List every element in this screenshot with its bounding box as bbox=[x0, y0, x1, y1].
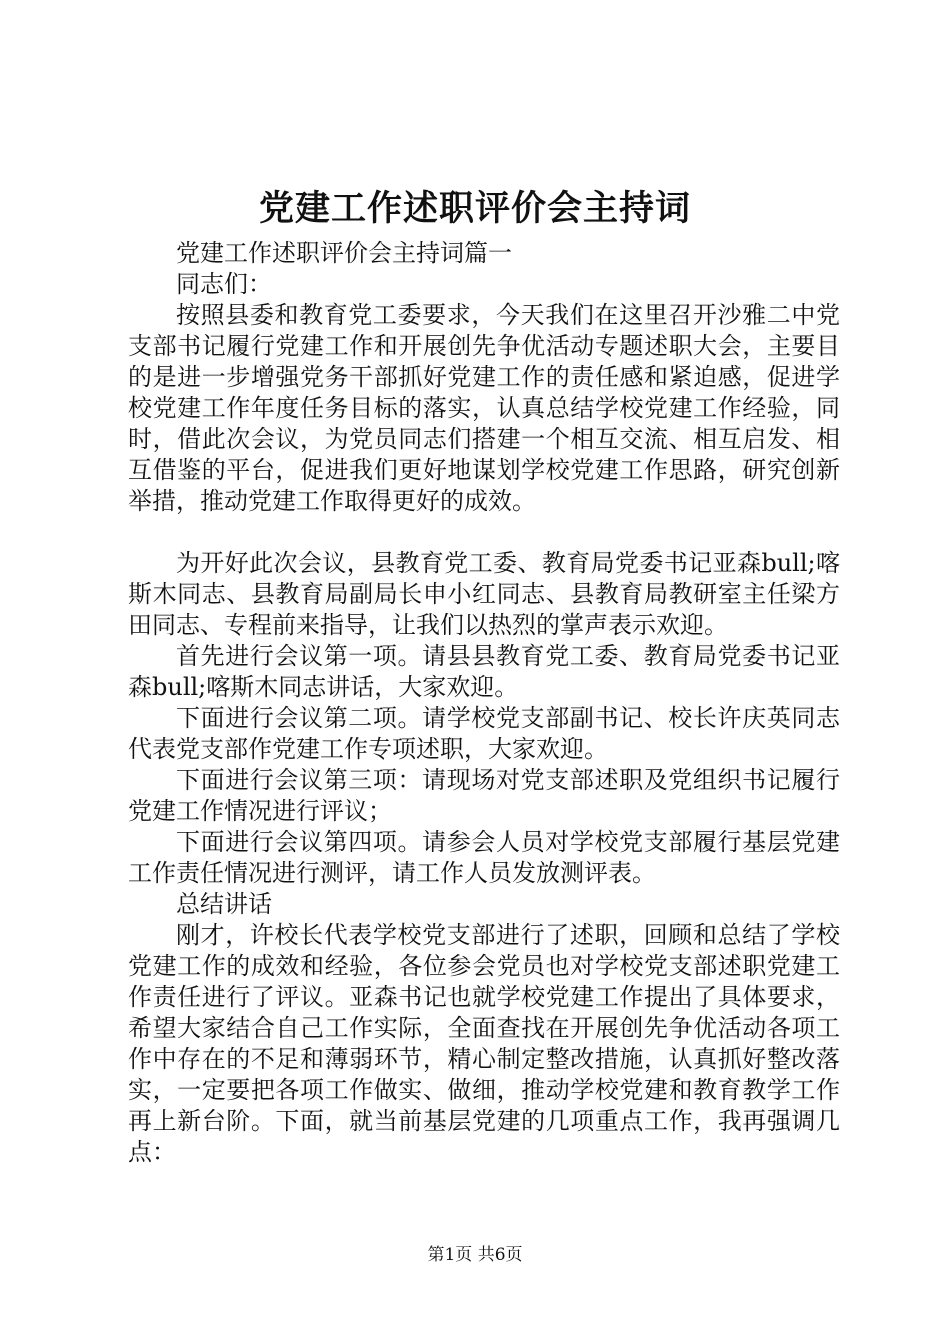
body-paragraph: 刚才，许校长代表学校党支部进行了述职，回顾和总结了学校党建工作的成效和经验，各位参会党员也对学校党支部述职党建工作责任进行了评议。亚森书记也就学校党建工作提出了具体要求，希望大家结合自己工作实际，全面查找在开展创先争优活动各项工作中存在的不足和薄弱环节，精心制定整改措施，认真抓好整改落实，一定要把各项工作做实、做细，推动学校党建和教育教学工作再上新台阶。下面，就当前基层党建的几项重点工作，我再强调几点： bbox=[128, 921, 840, 1166]
document-body bbox=[128, 238, 840, 1168]
body-paragraph: 下面进行会议第四项。请参会人员对学校党支部履行基层党建工作责任情况进行测评，请工作人员发放测评表。 bbox=[128, 828, 840, 887]
body-paragraph: 下面进行会议第二项。请学校党支部副书记、校长许庆英同志代表党支部作党建工作专项述职，大家欢迎。 bbox=[128, 704, 840, 763]
salutation: 同志们： bbox=[176, 270, 272, 298]
section-heading: 党建工作述职评价会主持词篇一 bbox=[176, 239, 512, 267]
body-paragraph: 为开好此次会议，县教育党工委、教育局党委书记亚森bull;喀斯木同志、县教育局副局长申小红同志、县教育局教研室主任梁方田同志、专程前来指导，让我们以热烈的掌声表示欢迎。 bbox=[128, 549, 840, 639]
body-paragraph: 首先进行会议第一项。请县县教育党工委、教育局党委书记亚森bull;喀斯木同志讲话，大家欢迎。 bbox=[128, 642, 840, 701]
page-number-footer: 第1页 共6页 bbox=[427, 1245, 523, 1265]
body-paragraph: 下面进行会议第三项：请现场对党支部述职及党组织书记履行党建工作情况进行评议； bbox=[128, 766, 840, 825]
subheading: 总结讲话 bbox=[176, 890, 272, 918]
body-paragraph: 按照县委和教育党工委要求，今天我们在这里召开沙雅二中党支部书记履行党建工作和开展创先争优活动专题述职大会，主要目的是进一步增强党务干部抓好党建工作的责任感和紧迫感，促进学校党建工作年度任务目标的落实，认真总结学校党建工作经验，同时，借此次会议，为党员同志们搭建一个相互交流、相互启发、相互借鉴的平台，促进我们更好地谋划学校党建工作思路，研究创新举措，推动党建工作取得更好的成效。 bbox=[128, 301, 840, 515]
document-title: 党建工作述职评价会主持词 bbox=[258, 188, 691, 229]
